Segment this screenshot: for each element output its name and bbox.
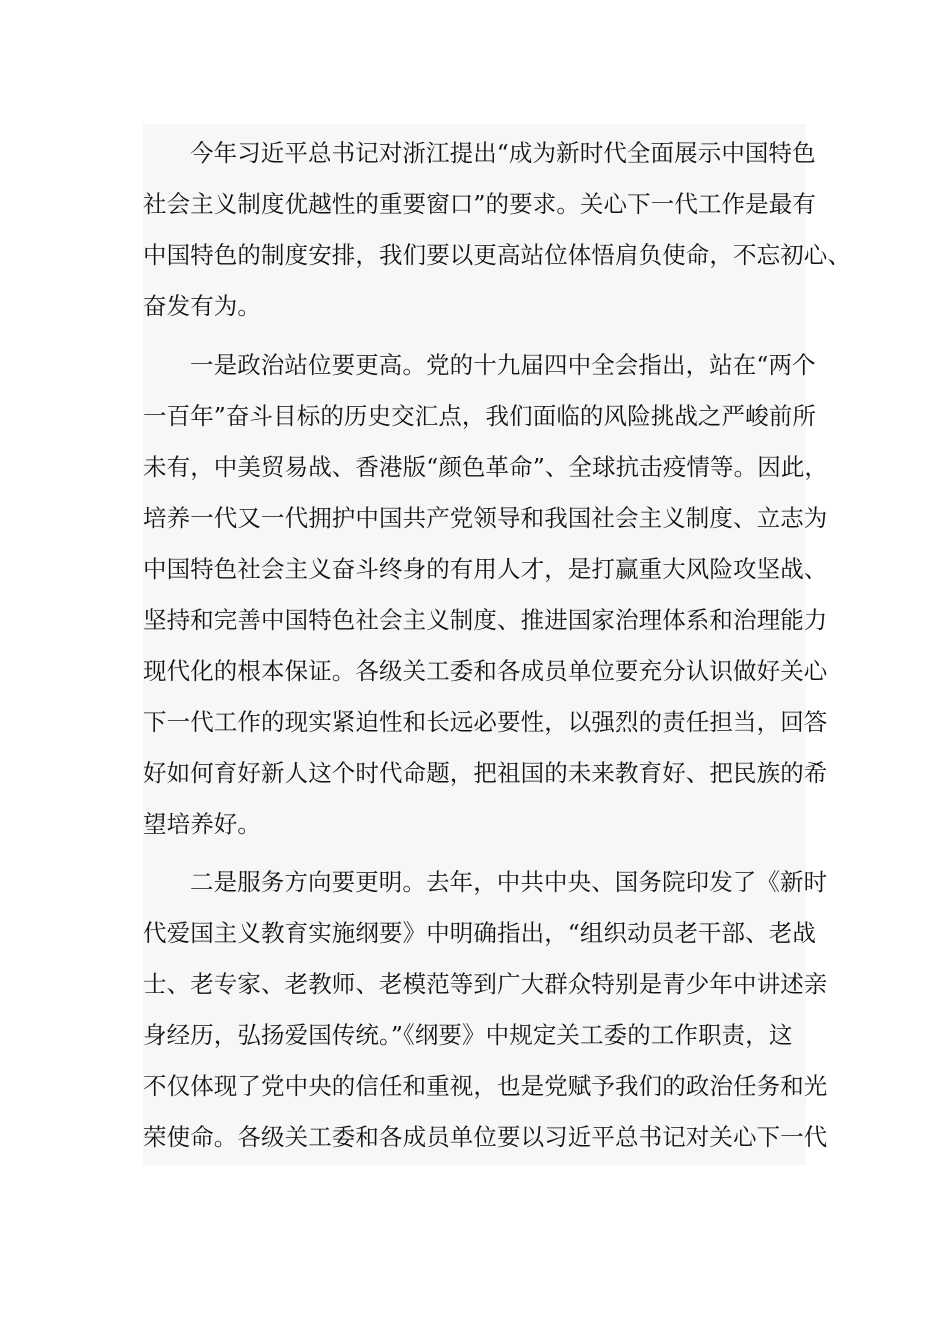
paragraph-political-stance (143, 340, 833, 850)
text-line: 中国特色社会主义奋斗终身的有用人才，是打赢重大风险攻坚战、 (143, 555, 828, 583)
text-line: 现代化的根本保证。各级关工委和各成员单位要充分认识做好关心 (143, 657, 828, 685)
text-line: 坚持和完善中国特色社会主义制度、推进国家治理体系和治理能力 (143, 606, 828, 634)
text-line: 二是服务方向要更明。去年，中共中央、国务院印发了《新时 (190, 868, 828, 896)
text-line: 代爱国主义教育实施纲要》中明确指出，“组织动员老干部、老战 (143, 919, 816, 947)
paragraph-service-direction (143, 857, 833, 1163)
text-line: 身经历，弘扬爱国传统。”《纲要》中规定关工委的工作职责，这 (143, 1021, 793, 1049)
text-line: 今年习近平总书记对浙江提出“成为新时代全面展示中国特色 (190, 139, 816, 167)
text-line: 一百年”奋斗目标的历史交汇点，我们面临的风险挑战之严峻前所 (143, 402, 816, 430)
text-line: 培养一代又一代拥护中国共产党领导和我国社会主义制度、立志为 (143, 504, 828, 532)
paragraph-intro (143, 128, 851, 332)
text-line: 荣使命。各级关工委和各成员单位要以习近平总书记对关心下一代 (143, 1123, 828, 1151)
text-line: 好如何育好新人这个时代命题，把祖国的未来教育好、把民族的希 (143, 759, 828, 787)
text-line: 中国特色的制度安排，我们要以更高站位体悟肩负使命，不忘初心、 (143, 241, 851, 269)
text-line: 士、老专家、老教师、老模范等到广大群众特别是青少年中讲述亲 (143, 970, 828, 998)
text-line: 未有，中美贸易战、香港版“颜色革命”、全球抗击疫情等。因此， (143, 453, 829, 481)
text-line: 奋发有为。 (143, 292, 261, 320)
text-line: 望培养好。 (143, 810, 261, 838)
document-body (143, 124, 851, 1165)
text-line: 社会主义制度优越性的重要窗口”的要求。关心下一代工作是最有 (143, 190, 816, 218)
text-line: 不仅体现了党中央的信任和重视，也是党赋予我们的政治任务和光 (143, 1072, 828, 1100)
text-line: 下一代工作的现实紧迫性和长远必要性，以强烈的责任担当，回答 (143, 708, 828, 736)
text-line: 一是政治站位要更高。党的十九届四中全会指出，站在“两个 (190, 351, 816, 379)
